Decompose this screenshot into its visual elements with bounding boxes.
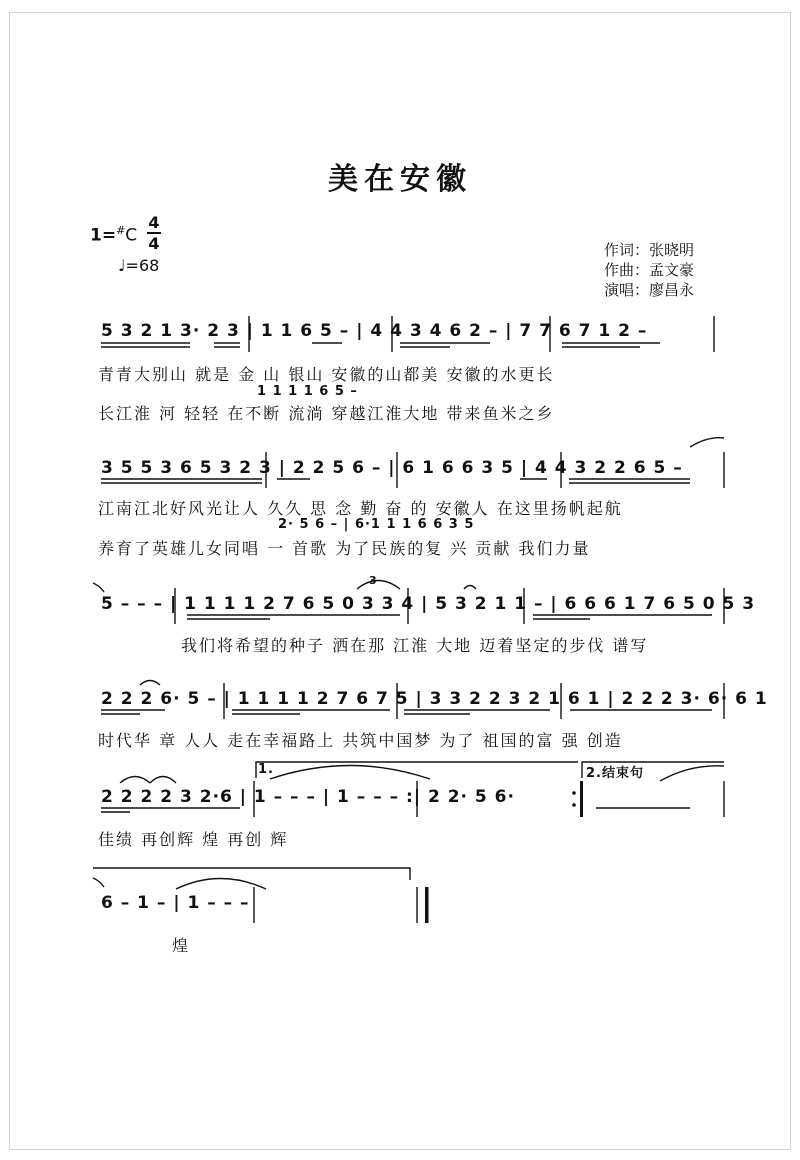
system-2-lyric-2: 养育了英雄儿女同唱 一 首歌 为了民族的复 兴 贡献 我们力量 — [98, 539, 591, 558]
volta-2-label: 2.结束句 — [586, 766, 644, 781]
lyricist: 作词：张晓明 — [604, 241, 695, 259]
system-6-notes: 6 – 1 – | 1 – – – — [101, 893, 250, 913]
system-4-lyric-1: 时代华 章 人人 走在幸福路上 共筑中国梦 为了 祖国的富 强 创造 — [98, 731, 623, 750]
system-3-notes: 5 – – – | 1 1 1 1 2 7 6 5 0 3 3 4 | 5 3 2 1 1 – | 6 6 6 1 7 6 5 0 5 3 — [101, 594, 756, 614]
song-title: 美在安徽 — [328, 162, 472, 197]
time-signature-bottom: 4 — [148, 234, 160, 253]
system-2-notes: 3 5 5 3 6 5 3 2 3 | 2 2 5 6 – | 6 1 6 6 3 5 | 4 4 3 2 2 6 5 – — [101, 458, 683, 478]
system-2-lyric-1: 江南江北好风光让人 久久 思 念 勤 奋 的 安徽人 在这里扬帆起航 — [98, 499, 623, 518]
system-2-alt-notes: 2· 5 6 – | 6·1 1 1 6 6 3 5 — [278, 517, 475, 532]
time-signature-top: 4 — [148, 213, 160, 232]
key-prefix: 1= — [90, 225, 117, 246]
sharp-sign: # — [116, 224, 126, 237]
quarter-note-icon: ♩ — [118, 256, 126, 275]
key-note: C — [125, 225, 138, 246]
singer: 演唱：廖昌永 — [604, 281, 695, 299]
composer: 作曲：孟文豪 — [604, 261, 695, 279]
system-1-notes: 5 3 2 1 3· 2 3 | 1 1 6 5 – | 4 4 3 4 6 2 – | 7 7 6 7 1 2 – — [101, 321, 648, 341]
system-5-lyric-1: 佳绩 再创辉 煌 再创 辉 — [98, 830, 289, 849]
system-1-lyric-1: 青青大别山 就是 金 山 银山 安徽的山都美 安徽的水更长 — [98, 365, 555, 384]
system-1-alt-notes: 1 1 1 1 6 5 – — [257, 384, 358, 399]
system-5-notes: 2 2 2 2 3 2·6 | 1 – – – | 1 – – – :| 2 2· 5 6· — [101, 787, 515, 807]
volta-1-label: 1. — [258, 762, 274, 777]
triplet-mark: 3 — [369, 574, 378, 587]
system-1-lyric-2: 长江淮 河 轻轻 在不断 流淌 穿越江淮大地 带来鱼米之乡 — [98, 404, 555, 423]
tempo-value: =68 — [125, 256, 160, 275]
system-6-lyric-1: 煌 — [172, 936, 191, 955]
system-4-notes: 2 2 2 6· 5 – | 1 1 1 1 2 7 6 7 5 | 3 3 2 2 3 2 1 6 1 | 2 2 2 3· 6· 6 1 — [101, 689, 768, 709]
system-3-lyric-1: 我们将希望的种子 洒在那 江淮 大地 迈着坚定的步伐 谱写 — [181, 636, 649, 655]
